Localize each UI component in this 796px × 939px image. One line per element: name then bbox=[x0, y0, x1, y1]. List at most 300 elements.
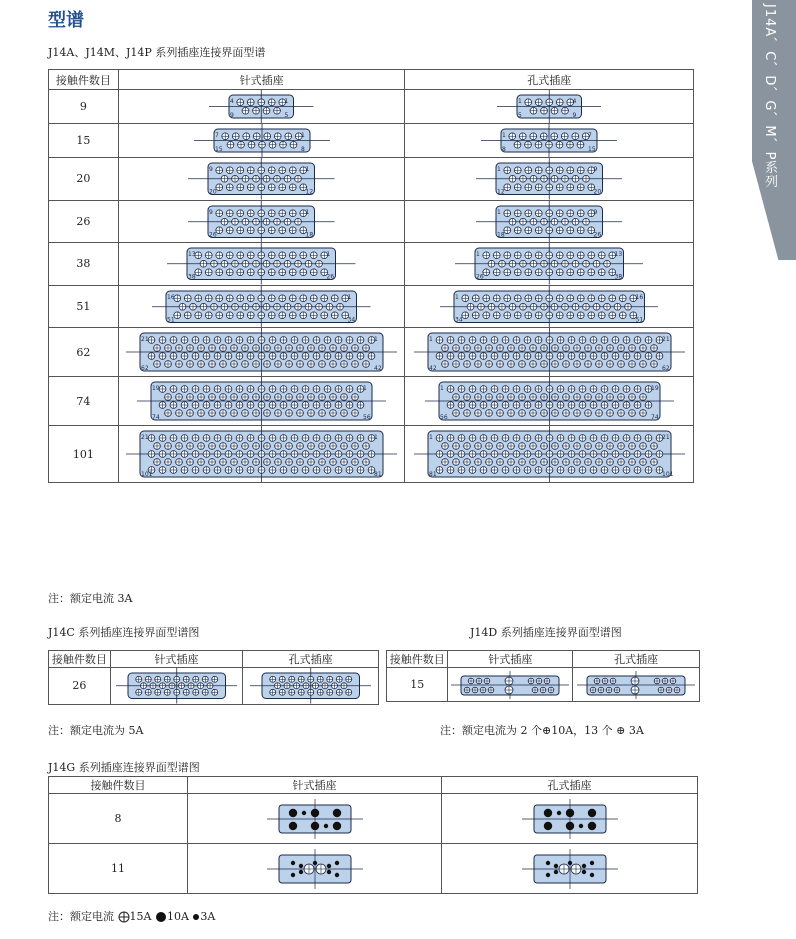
socket-insert-drawing bbox=[405, 243, 694, 286]
contact-pin bbox=[502, 337, 509, 344]
j14g-count-8: 8 bbox=[49, 794, 188, 844]
j14g-socket-11-drawing bbox=[442, 844, 698, 894]
socket-insert-drawing bbox=[405, 124, 694, 158]
contact-pin bbox=[346, 689, 352, 695]
contact-pin bbox=[634, 337, 641, 344]
table-row bbox=[49, 377, 694, 426]
connector-insert-svg bbox=[267, 799, 363, 839]
contact-pin bbox=[170, 435, 177, 442]
contact-pin bbox=[469, 678, 475, 684]
j14g-header-count: 接触件数目 bbox=[49, 777, 188, 794]
contact-pin bbox=[275, 459, 282, 466]
contact-pin bbox=[319, 443, 326, 450]
contact-pin bbox=[568, 435, 575, 442]
contact-pin bbox=[286, 443, 293, 450]
pin-number-label: 101 bbox=[141, 471, 153, 478]
pin-number-label: 1 bbox=[305, 208, 310, 216]
contact-pin bbox=[269, 451, 276, 458]
contact-pin bbox=[562, 345, 569, 352]
contact-pin bbox=[313, 467, 320, 474]
contact-pin bbox=[159, 435, 166, 442]
contact-pin bbox=[509, 133, 516, 140]
contact-pin bbox=[463, 459, 470, 466]
contact-pin bbox=[441, 443, 448, 450]
contact-pin bbox=[269, 467, 276, 474]
medium-pin-icon bbox=[155, 911, 167, 923]
contact-pin bbox=[556, 810, 560, 814]
contact-pin bbox=[148, 337, 155, 344]
contact-pin bbox=[567, 167, 574, 174]
contact-pin bbox=[595, 410, 602, 417]
contact-pin bbox=[604, 303, 611, 310]
contact-pin bbox=[178, 683, 184, 689]
contact-pin bbox=[507, 394, 514, 401]
contact-pin bbox=[546, 451, 553, 458]
contact-pin bbox=[198, 459, 205, 466]
contact-pin bbox=[232, 133, 239, 140]
connector-insert-svg bbox=[209, 90, 314, 123]
contact-pin bbox=[236, 467, 243, 474]
contact-pin bbox=[530, 260, 537, 267]
contact-pin bbox=[195, 269, 202, 276]
contact-pin bbox=[577, 167, 584, 174]
contact-pin bbox=[529, 361, 536, 368]
socket-insert-drawing bbox=[405, 328, 694, 377]
contact-pin bbox=[556, 294, 563, 301]
contact-pin bbox=[584, 443, 591, 450]
contact-pin bbox=[458, 451, 465, 458]
contact-pin bbox=[269, 209, 276, 216]
contact-pin bbox=[237, 209, 244, 216]
contact-pin bbox=[546, 99, 553, 106]
contact-pin bbox=[458, 353, 465, 360]
contact-pin bbox=[275, 443, 282, 450]
contact-pin bbox=[529, 459, 536, 466]
contact-pin bbox=[280, 451, 287, 458]
contact-pin bbox=[546, 467, 553, 474]
contact-pin bbox=[628, 394, 635, 401]
contact-pin bbox=[567, 860, 571, 864]
contact-pin bbox=[211, 303, 218, 310]
contact-pin bbox=[589, 872, 593, 876]
contact-pin bbox=[279, 167, 286, 174]
contact-pin bbox=[583, 260, 590, 267]
contact-pin bbox=[269, 184, 276, 191]
contact-pin bbox=[164, 689, 170, 695]
contact-pin bbox=[535, 209, 542, 216]
contact-pin bbox=[301, 810, 305, 814]
contact-pin bbox=[286, 459, 293, 466]
contact-pin bbox=[525, 141, 532, 148]
contact-pin bbox=[248, 141, 255, 148]
contact-pin bbox=[357, 402, 364, 409]
contact-pin bbox=[546, 167, 553, 174]
pin-number-label: 56 bbox=[363, 414, 371, 421]
pin-number-label: 38 bbox=[188, 273, 196, 281]
header-socket: 孔式插座 bbox=[405, 70, 694, 90]
contact-pin bbox=[513, 451, 520, 458]
contact-pin bbox=[227, 209, 234, 216]
contact-pin bbox=[187, 361, 194, 368]
contact-pin bbox=[280, 386, 287, 393]
contact-pin bbox=[572, 260, 579, 267]
contact-pin bbox=[275, 345, 282, 352]
contact-pin bbox=[263, 107, 270, 114]
contact-pin bbox=[606, 345, 613, 352]
contact-pin bbox=[232, 303, 239, 310]
contact-pin bbox=[465, 687, 471, 693]
contact-pin bbox=[155, 689, 161, 695]
contact-pin bbox=[546, 226, 553, 233]
contact-pin bbox=[227, 141, 234, 148]
pin-number-label: 20 bbox=[209, 188, 217, 196]
contact-pin bbox=[606, 410, 613, 417]
contact-pin bbox=[518, 410, 525, 417]
contact-pin bbox=[634, 386, 641, 393]
contact-pin bbox=[297, 361, 304, 368]
contact-pin bbox=[496, 394, 503, 401]
contact-pin bbox=[568, 337, 575, 344]
contact-pin bbox=[346, 386, 353, 393]
contact-pin bbox=[458, 435, 465, 442]
contact-pin bbox=[533, 687, 539, 693]
pin-number-label: 1 bbox=[374, 336, 378, 343]
contact-pin bbox=[264, 410, 271, 417]
contact-pin bbox=[203, 337, 210, 344]
contact-pin bbox=[577, 294, 584, 301]
contact-pin bbox=[589, 860, 593, 864]
contact-pin bbox=[483, 269, 490, 276]
contact-pin bbox=[514, 141, 521, 148]
contact-pin bbox=[231, 410, 238, 417]
contact-pin bbox=[311, 294, 318, 301]
contact-pin bbox=[258, 402, 265, 409]
contact-pin bbox=[291, 337, 298, 344]
contact-pin bbox=[214, 386, 221, 393]
contact-pin bbox=[279, 252, 286, 259]
socket-insert-drawing bbox=[405, 158, 694, 201]
contact-pin bbox=[159, 467, 166, 474]
contact-pin bbox=[485, 678, 491, 684]
contact-pin bbox=[159, 337, 166, 344]
contact-pin bbox=[198, 394, 205, 401]
contact-pin bbox=[295, 175, 302, 182]
contact-pin bbox=[311, 311, 318, 318]
contact-pin bbox=[198, 345, 205, 352]
pin-number-label: 62 bbox=[141, 365, 149, 372]
contact-pin bbox=[535, 402, 542, 409]
contact-pin bbox=[551, 218, 558, 225]
contact-pin bbox=[572, 218, 579, 225]
contact-pin bbox=[248, 252, 255, 259]
contact-pin bbox=[598, 269, 605, 276]
contact-pin bbox=[195, 294, 202, 301]
contact-pin bbox=[513, 337, 520, 344]
contact-pin bbox=[181, 435, 188, 442]
contact-pin bbox=[535, 252, 542, 259]
contact-pin bbox=[567, 226, 574, 233]
contact-pin bbox=[269, 167, 276, 174]
contact-pin bbox=[332, 821, 340, 829]
contact-pin bbox=[279, 311, 286, 318]
contact-pin bbox=[291, 402, 298, 409]
contact-pin bbox=[248, 226, 255, 233]
contact-pin bbox=[290, 141, 297, 148]
contact-pin bbox=[639, 410, 646, 417]
pin-insert-drawing bbox=[118, 243, 405, 286]
contact-pin bbox=[524, 353, 531, 360]
contact-pin bbox=[535, 269, 542, 276]
contact-pin bbox=[290, 269, 297, 276]
contact-pin bbox=[595, 443, 602, 450]
contact-pin bbox=[540, 345, 547, 352]
contact-pin bbox=[232, 260, 239, 267]
contact-pin bbox=[280, 337, 287, 344]
contact-pin bbox=[556, 226, 563, 233]
contact-pin bbox=[154, 361, 161, 368]
pin-number-label: 15 bbox=[588, 146, 596, 153]
contact-pin bbox=[310, 821, 318, 829]
contact-pin bbox=[556, 209, 563, 216]
contact-pin bbox=[543, 821, 551, 829]
contact-pin bbox=[258, 141, 265, 148]
contact-pin bbox=[518, 443, 525, 450]
contact-pin bbox=[335, 386, 342, 393]
contact-pin bbox=[170, 337, 177, 344]
contact-pin bbox=[546, 311, 553, 318]
pin-number-label: 51 bbox=[167, 316, 175, 323]
contact-pin bbox=[606, 687, 612, 693]
pin-number-label: 1 bbox=[475, 251, 480, 258]
contact-pin bbox=[513, 386, 520, 393]
section4-note bbox=[48, 908, 215, 924]
contact-pin bbox=[535, 435, 542, 442]
contact-pin bbox=[290, 252, 297, 259]
contact-pin bbox=[330, 361, 337, 368]
contact-pin bbox=[525, 226, 532, 233]
contact-pin bbox=[263, 260, 270, 267]
contact-pin bbox=[567, 252, 574, 259]
contact-pin bbox=[469, 467, 476, 474]
contact-pin bbox=[577, 184, 584, 191]
contact-pin bbox=[242, 443, 249, 450]
contact-pin bbox=[236, 386, 243, 393]
pin-number-label: 21 bbox=[141, 336, 149, 343]
contact-pin bbox=[275, 410, 282, 417]
contact-pin bbox=[185, 294, 192, 301]
contact-pin bbox=[502, 435, 509, 442]
contact-pin bbox=[541, 133, 548, 140]
contact-pin bbox=[207, 683, 213, 689]
j14d-header-pin: 针式插座 bbox=[448, 651, 573, 668]
contact-pin bbox=[284, 260, 291, 267]
contact-pin bbox=[231, 443, 238, 450]
contact-pin bbox=[274, 260, 281, 267]
contact-pin bbox=[330, 394, 337, 401]
contact-pin bbox=[617, 443, 624, 450]
contact-pin bbox=[452, 410, 459, 417]
contact-pin bbox=[628, 410, 635, 417]
connector-insert-svg bbox=[194, 124, 330, 157]
contact-pin bbox=[181, 337, 188, 344]
pin-number-label: 56 bbox=[439, 414, 448, 421]
contact-pin bbox=[331, 683, 337, 689]
contact-pin bbox=[568, 402, 575, 409]
contact-pin bbox=[258, 294, 265, 301]
contact-pin bbox=[507, 459, 514, 466]
contact-pin bbox=[556, 184, 563, 191]
contact-pin bbox=[221, 133, 228, 140]
contact-pin bbox=[269, 141, 276, 148]
contact-pin bbox=[507, 410, 514, 417]
contact-pin bbox=[313, 435, 320, 442]
contact-pin bbox=[322, 683, 328, 689]
contact-pin bbox=[288, 808, 296, 816]
contact-pin bbox=[505, 677, 513, 685]
contact-pin bbox=[264, 459, 271, 466]
contact-pin bbox=[216, 311, 223, 318]
contact-pin bbox=[551, 410, 558, 417]
contact-pin bbox=[181, 386, 188, 393]
contact-pin bbox=[302, 451, 309, 458]
contact-pin bbox=[483, 311, 490, 318]
contact-pin bbox=[553, 869, 557, 873]
contact-pin bbox=[341, 361, 348, 368]
connector-insert-svg bbox=[137, 377, 386, 425]
contact-pin bbox=[535, 353, 542, 360]
contact-pin bbox=[520, 260, 527, 267]
contact-pin bbox=[650, 345, 657, 352]
contact-pin bbox=[525, 184, 532, 191]
j14c-table bbox=[48, 650, 379, 705]
contact-pin bbox=[491, 353, 498, 360]
contact-pin bbox=[601, 451, 608, 458]
contact-pin bbox=[588, 269, 595, 276]
connector-insert-svg bbox=[188, 158, 335, 200]
contact-pin bbox=[535, 337, 542, 344]
contact-pin bbox=[159, 386, 166, 393]
contact-pin bbox=[300, 252, 307, 259]
connector-insert-svg bbox=[126, 328, 397, 376]
contact-pin bbox=[263, 218, 270, 225]
pin-number-label: 21 bbox=[141, 434, 149, 441]
contact-pin bbox=[324, 353, 331, 360]
contact-pin bbox=[590, 435, 597, 442]
contact-pin bbox=[203, 435, 210, 442]
contact-pin bbox=[546, 402, 553, 409]
contact-pin bbox=[181, 353, 188, 360]
contact-pin bbox=[164, 676, 170, 682]
pin-number-label: 21 bbox=[661, 434, 670, 441]
contact-pin bbox=[535, 226, 542, 233]
contact-pin bbox=[572, 175, 579, 182]
contact-pin bbox=[346, 467, 353, 474]
contact-pin bbox=[551, 361, 558, 368]
contact-pin bbox=[493, 252, 500, 259]
pin-number-label: 12 bbox=[496, 188, 505, 196]
contact-pin bbox=[579, 435, 586, 442]
contact-pin bbox=[176, 459, 183, 466]
contact-pin bbox=[507, 345, 514, 352]
connector-insert-svg bbox=[188, 201, 335, 243]
pin-number-label: 8 bbox=[300, 146, 305, 153]
contact-pin bbox=[248, 167, 255, 174]
contact-pin bbox=[551, 394, 558, 401]
contact-pin bbox=[352, 394, 359, 401]
contact-pin bbox=[227, 311, 234, 318]
contact-pin bbox=[258, 209, 265, 216]
contact-pin bbox=[200, 303, 207, 310]
contact-pin bbox=[159, 451, 166, 458]
contact-pin bbox=[485, 345, 492, 352]
contact-count: 62 bbox=[49, 328, 119, 377]
contact-pin bbox=[491, 337, 498, 344]
contact-pin bbox=[572, 303, 579, 310]
contact-pin bbox=[216, 294, 223, 301]
contact-pin bbox=[645, 451, 652, 458]
contact-pin bbox=[324, 402, 331, 409]
j14c-socket-drawing bbox=[243, 668, 379, 705]
contact-pin bbox=[346, 402, 353, 409]
contact-pin bbox=[581, 869, 585, 873]
pin-number-label: 9 bbox=[230, 112, 235, 119]
contact-pin bbox=[674, 687, 680, 693]
contact-pin bbox=[357, 451, 364, 458]
contact-pin bbox=[284, 303, 291, 310]
contact-pin bbox=[639, 459, 646, 466]
contact-pin bbox=[436, 337, 443, 344]
contact-pin bbox=[436, 353, 443, 360]
contact-pin bbox=[525, 167, 532, 174]
contact-pin bbox=[291, 467, 298, 474]
contact-pin bbox=[242, 175, 249, 182]
contact-pin bbox=[279, 226, 286, 233]
contact-pin bbox=[502, 467, 509, 474]
contact-pin bbox=[187, 443, 194, 450]
contact-pin bbox=[452, 361, 459, 368]
contact-pin bbox=[654, 678, 660, 684]
contact-pin bbox=[236, 435, 243, 442]
contact-pin bbox=[326, 869, 330, 873]
contact-pin bbox=[313, 386, 320, 393]
contact-pin bbox=[211, 260, 218, 267]
contact-pin bbox=[598, 294, 605, 301]
contact-pin bbox=[604, 260, 611, 267]
contact-pin bbox=[258, 353, 265, 360]
contact-pin bbox=[502, 402, 509, 409]
contact-pin bbox=[529, 410, 536, 417]
contact-pin bbox=[462, 294, 469, 301]
contact-pin bbox=[269, 269, 276, 276]
contact-pin bbox=[567, 209, 574, 216]
contact-pin bbox=[165, 394, 172, 401]
contact-pin bbox=[606, 394, 613, 401]
contact-pin bbox=[212, 676, 218, 682]
contact-pin bbox=[573, 345, 580, 352]
contact-pin bbox=[612, 386, 619, 393]
contact-pin bbox=[357, 467, 364, 474]
contact-pin bbox=[623, 402, 630, 409]
contact-pin bbox=[209, 345, 216, 352]
contact-pin bbox=[614, 303, 621, 310]
contact-pin bbox=[258, 252, 265, 259]
contact-pin bbox=[148, 353, 155, 360]
contact-pin bbox=[530, 107, 537, 114]
contact-pin bbox=[551, 107, 558, 114]
contact-pin bbox=[496, 459, 503, 466]
contact-pin bbox=[535, 184, 542, 191]
contact-pin bbox=[562, 175, 569, 182]
